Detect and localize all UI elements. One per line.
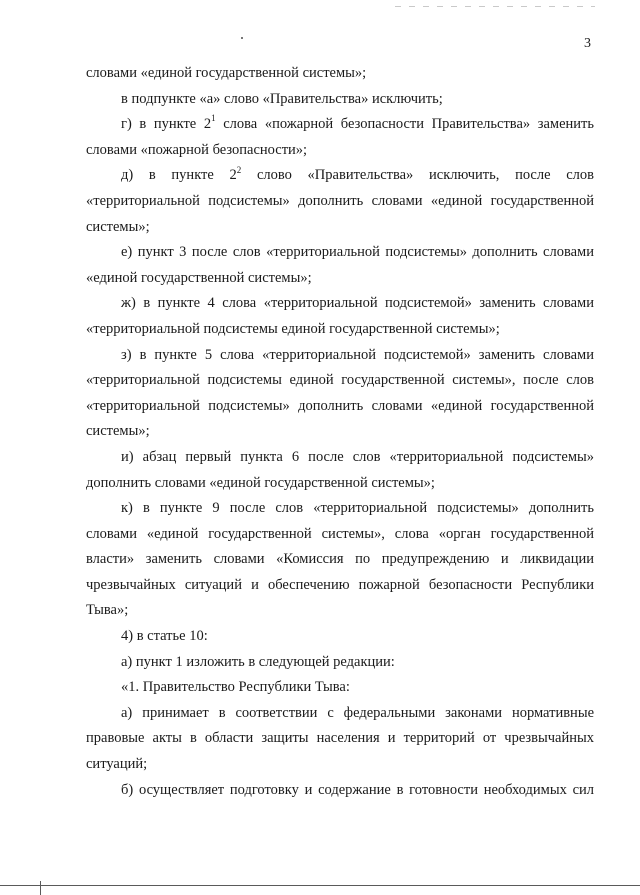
paragraph: 4) в статье 10:	[121, 628, 208, 645]
paragraph-text: г) в пункте 2	[121, 116, 212, 133]
paragraph: а) принимает в соответствии с федеральными законами нормативные правовые акты в области защиты населения и территорий от чрезвычайных ситуаций;	[86, 704, 594, 773]
paragraph: к) в пункте 9 после слов «территориальной подсистемы» дополнить словами «единой государственной системы», слова «орган государственной власти» заменить словами «Комиссия по предупреждению и ликвидации чрезвычайных ситуаций и обеспечению пожарной безопасности Республики Тыва»;	[86, 500, 594, 619]
paragraph-text: слова «пожарной безопасности Правительства» заменить словами «пожарной безопасности»;	[86, 116, 594, 158]
paragraph: а) пункт 1 изложить в следующей редакции:	[121, 653, 395, 670]
paragraph-text: д) в пункте 2	[121, 167, 237, 184]
paragraph: словами «единой государственной системы»;	[86, 65, 367, 81]
paragraph	[86, 112, 594, 163]
superscript: 1	[211, 113, 216, 124]
paragraph: в подпункте «а» слово «Правительства» исключить;	[121, 90, 443, 107]
superscript: 2	[236, 164, 242, 175]
document-body	[86, 61, 594, 803]
paragraph: «1. Правительство Республики Тыва:	[121, 679, 350, 696]
paragraph: з) в пункте 5 слова «территориальной подсистемой» заменить словами «территориальной подсистемы единой государственной системы», после слов «территориальной подсистемы» дополнить словами «единой государственной системы»;	[86, 346, 594, 440]
paragraph-text: слово «Правительства» исключить, после слов «территориальной подсистемы» дополнить словами «единой государственной системы»;	[86, 167, 594, 235]
scan-artifact-dot	[241, 37, 243, 39]
paragraph: е) пункт 3 после слов «территориальной подсистемы» дополнить словами «единой государственной системы»;	[86, 244, 594, 286]
page-number: 3	[584, 36, 591, 51]
scan-artifact-bottom-tick	[40, 881, 41, 895]
paragraph	[86, 163, 594, 240]
scan-artifact-top	[395, 6, 595, 7]
paragraph: ж) в пункте 4 слова «территориальной подсистемой» заменить словами «территориальной подсистемы единой государственной системы»;	[86, 295, 594, 337]
scan-artifact-bottom-line	[0, 885, 640, 886]
paragraph: б) осуществляет подготовку и содержание в готовности необходимых сил	[121, 781, 594, 798]
paragraph: и) абзац первый пункта 6 после слов «территориальной подсистемы» дополнить словами «единой государственной системы»;	[86, 448, 594, 491]
